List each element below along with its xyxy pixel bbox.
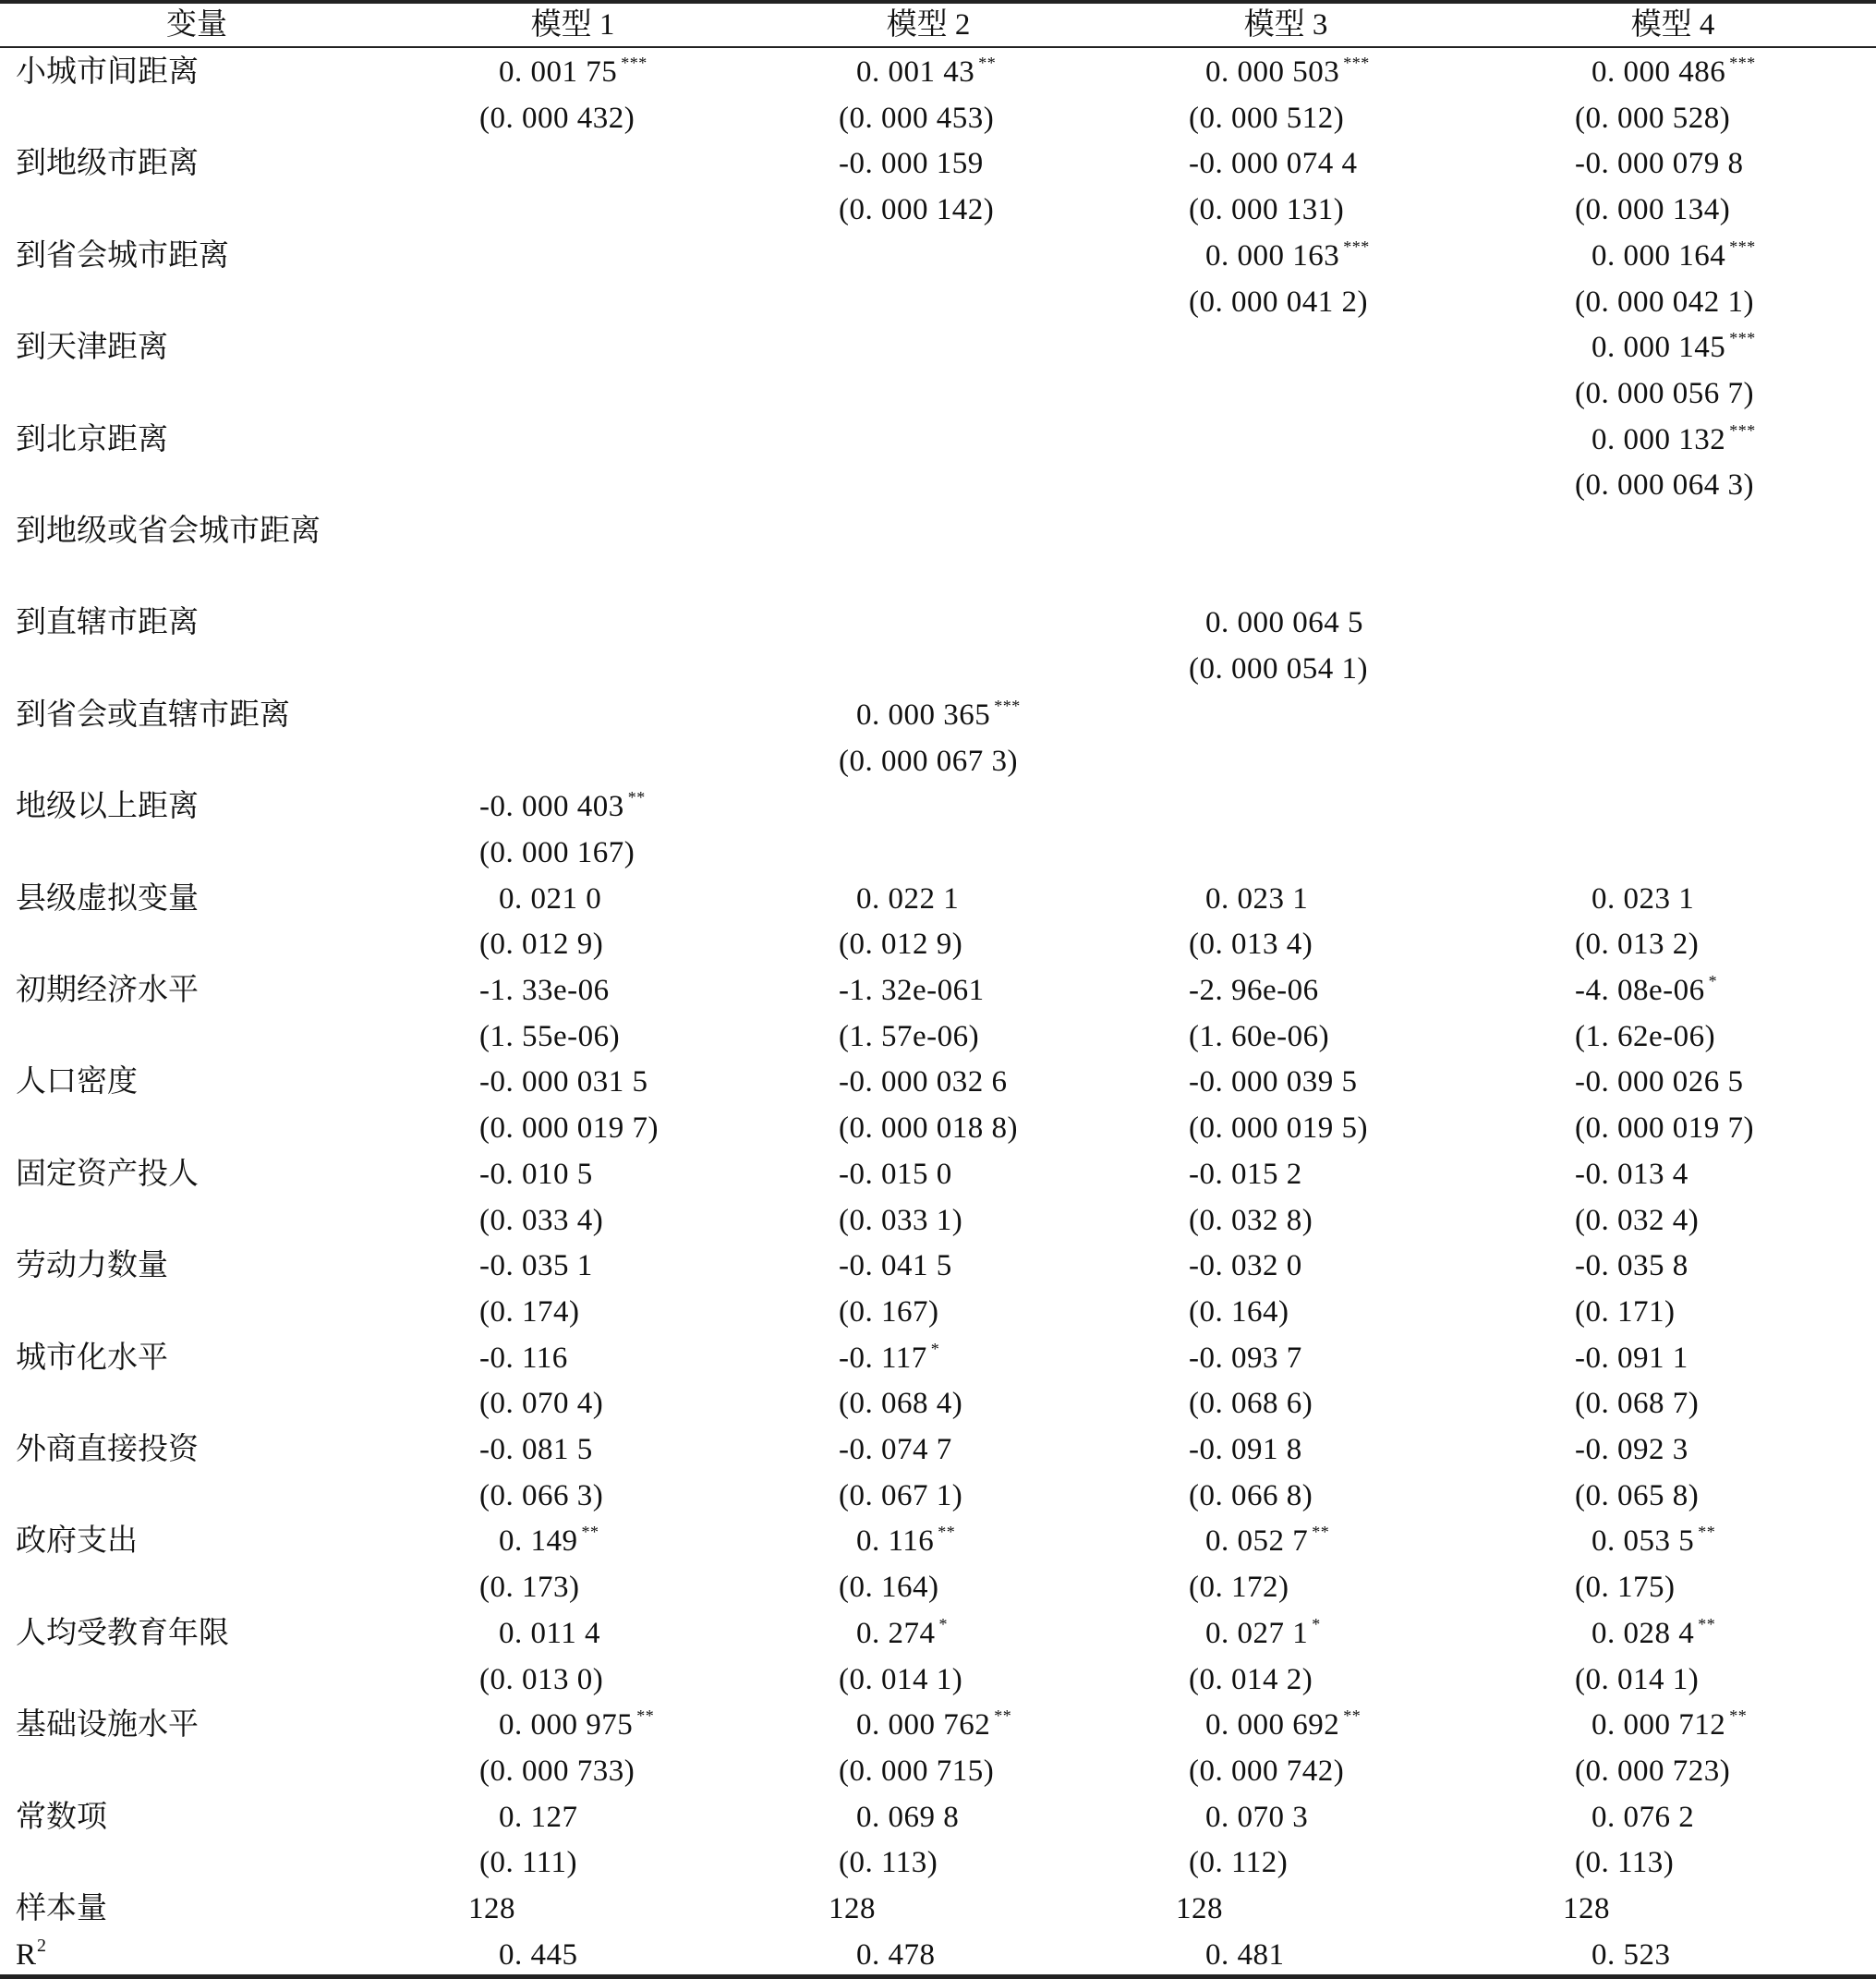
coefficient-value: 0. 028 4 [1592, 1616, 1695, 1650]
significance-stars: * [938, 1614, 948, 1633]
coefficient-model-2 [839, 967, 985, 1014]
coefficient-value: 0. 027 1 [1205, 1616, 1309, 1650]
table-row [0, 324, 1876, 370]
standard-error-model-4: (0. 000 723) [1575, 1754, 1731, 1788]
coefficient-model-2 [839, 1151, 952, 1197]
coefficient-value: 0. 000 712 [1592, 1708, 1726, 1742]
variable-label: 县级虚拟变量 [16, 881, 199, 916]
coefficient-model-4 [1592, 1610, 1715, 1657]
coefficient-value: 0. 069 8 [856, 1800, 960, 1834]
variable-label: 到北京距离 [16, 422, 168, 456]
table-row-standard-errors [0, 1839, 1876, 1886]
coefficient-model-3 [1205, 1610, 1321, 1657]
header-variable: 变量 [166, 8, 227, 42]
table-bottom-rule [0, 1974, 1876, 1979]
table-row-standard-errors [0, 830, 1876, 876]
coefficient-model-4 [1575, 1243, 1688, 1289]
table-row-standard-errors [0, 1657, 1876, 1703]
sample-size-row [0, 1886, 1876, 1932]
coefficient-model-1 [499, 1702, 654, 1748]
coefficient-model-1 [499, 876, 601, 922]
table-row [0, 1151, 1876, 1197]
coefficient-model-4 [1592, 1794, 1694, 1840]
significance-stars: ** [581, 1523, 599, 1542]
standard-error-model-2: (0. 000 715) [839, 1754, 995, 1788]
coefficient-model-1 [499, 1518, 599, 1564]
significance-stars: *** [994, 696, 1021, 715]
variable-label: 到天津距离 [16, 331, 168, 365]
coefficient-value: 0. 000 163 [1205, 238, 1340, 273]
table-row-standard-errors [0, 921, 1876, 967]
variable-label: 政府支出 [16, 1524, 138, 1559]
sample-size-model-3: 128 [1176, 1892, 1223, 1925]
coefficient-value: -0. 013 4 [1575, 1157, 1688, 1191]
coefficient-model-1 [479, 783, 646, 830]
coefficient-model-1 [479, 1151, 593, 1197]
standard-error-model-1: (0. 173) [479, 1571, 580, 1605]
coefficient-model-2 [856, 1702, 1011, 1748]
coefficient-model-1 [499, 49, 648, 95]
significance-stars: ** [994, 1706, 1012, 1726]
r-squared-model-3: 0. 481 [1205, 1937, 1285, 1972]
coefficient-model-3 [1205, 1702, 1361, 1748]
significance-stars: *** [1343, 54, 1370, 72]
variable-label: 到地级市距离 [16, 147, 199, 181]
coefficient-value: -0. 035 1 [479, 1249, 593, 1283]
table-row-standard-errors [0, 646, 1876, 692]
coefficient-value: 0. 000 486 [1592, 55, 1726, 89]
variable-label: 固定资产投人 [16, 1157, 199, 1191]
coefficient-model-4 [1592, 1518, 1715, 1564]
coefficient-value: -0. 000 039 5 [1189, 1065, 1358, 1099]
table-row [0, 1427, 1876, 1473]
significance-stars: ** [1698, 1614, 1716, 1633]
coefficient-model-2 [839, 1335, 939, 1381]
coefficient-model-1 [479, 1243, 593, 1289]
coefficient-value: -0. 000 032 6 [839, 1065, 1008, 1099]
significance-stars: *** [1729, 329, 1756, 348]
coefficient-model-3 [1189, 1151, 1302, 1197]
table-row-standard-errors [0, 187, 1876, 233]
coefficient-model-2 [856, 692, 1021, 738]
coefficient-model-3 [1189, 967, 1319, 1014]
standard-error-model-4: (0. 014 1) [1575, 1662, 1700, 1696]
standard-error-model-1: (0. 000 019 7) [479, 1111, 659, 1146]
table-row-standard-errors [0, 462, 1876, 508]
coefficient-value: 0. 000 365 [856, 698, 991, 732]
standard-error-model-4: (0. 000 528) [1575, 101, 1731, 135]
variable-label: 到省会城市距离 [16, 238, 229, 273]
coefficient-model-3 [1189, 1335, 1302, 1381]
significance-stars: ** [1729, 1706, 1748, 1726]
significance-stars: *** [1729, 54, 1756, 72]
coefficient-model-4 [1575, 1151, 1688, 1197]
coefficient-value: 0. 023 1 [1205, 881, 1309, 916]
standard-error-model-2: (0. 113) [839, 1846, 938, 1880]
standard-error-model-2: (0. 033 1) [839, 1203, 963, 1237]
significance-stars: *** [1729, 237, 1756, 256]
coefficient-value: -0. 091 8 [1189, 1433, 1302, 1466]
standard-error-model-4: (0. 171) [1575, 1294, 1676, 1329]
sample-size-model-1: 128 [468, 1892, 515, 1925]
table-row-standard-errors [0, 738, 1876, 784]
standard-error-model-1: (0. 070 4) [479, 1387, 604, 1421]
variable-label: 人均受教育年限 [16, 1616, 229, 1650]
coefficient-model-4 [1592, 1702, 1747, 1748]
table-row-standard-errors [0, 1105, 1876, 1151]
table-row [0, 1518, 1876, 1564]
header-model-4: 模型 4 [1630, 8, 1715, 42]
coefficient-model-3 [1205, 1794, 1308, 1840]
table-row-standard-errors [0, 95, 1876, 141]
coefficient-value: -1. 33e-06 [479, 974, 610, 1007]
table-row [0, 417, 1876, 463]
r-squared-exponent: 2 [37, 1935, 47, 1956]
table-row-standard-errors [0, 1289, 1876, 1335]
coefficient-value: 0. 001 75 [499, 55, 618, 89]
coefficient-model-4 [1575, 967, 1717, 1014]
table-row [0, 1059, 1876, 1105]
variable-label: 到省会或直辖市距离 [16, 698, 290, 732]
coefficient-model-4 [1592, 417, 1756, 463]
coefficient-value: 0. 149 [499, 1524, 578, 1559]
coefficient-value: 0. 052 7 [1205, 1524, 1309, 1559]
table-row-standard-errors [0, 370, 1876, 417]
standard-error-model-4: (0. 065 8) [1575, 1478, 1700, 1512]
standard-error-model-3: (0. 112) [1189, 1846, 1289, 1880]
variable-label: 人口密度 [16, 1065, 138, 1099]
coefficient-value: -0. 032 0 [1189, 1249, 1302, 1283]
coefficient-value: -0. 117 [839, 1341, 927, 1375]
coefficient-model-1 [479, 1335, 568, 1381]
sample-size-label: 样本量 [16, 1892, 107, 1925]
coefficient-value: -0. 092 3 [1575, 1433, 1688, 1466]
coefficient-value: -0. 035 8 [1575, 1249, 1688, 1283]
coefficient-value: -0. 041 5 [839, 1249, 952, 1283]
table-row-standard-errors [0, 1380, 1876, 1427]
coefficient-value: -0. 015 0 [839, 1157, 952, 1191]
coefficient-model-2 [839, 1427, 952, 1473]
coefficient-model-1 [479, 1427, 593, 1473]
coefficient-model-3 [1189, 140, 1358, 187]
coefficient-value: -0. 000 026 5 [1575, 1065, 1744, 1099]
standard-error-model-3: (0. 000 742) [1189, 1754, 1345, 1788]
table-row [0, 967, 1876, 1014]
coefficient-value: -0. 081 5 [479, 1433, 593, 1466]
r-squared-row [0, 1932, 1876, 1978]
coefficient-value: 0. 076 2 [1592, 1800, 1695, 1834]
coefficient-value: 0. 000 064 5 [1205, 606, 1363, 640]
table-row-standard-errors [0, 554, 1876, 601]
significance-stars: ** [978, 54, 997, 72]
standard-error-model-3: (0. 032 8) [1189, 1203, 1313, 1237]
table-row-standard-errors [0, 1748, 1876, 1794]
r-squared-model-4: 0. 523 [1592, 1937, 1671, 1972]
standard-error-model-3: (0. 164) [1189, 1294, 1289, 1329]
coefficient-model-3 [1189, 1243, 1302, 1289]
standard-error-model-3: (0. 000 131) [1189, 193, 1345, 227]
significance-stars: ** [938, 1523, 956, 1542]
standard-error-model-3: (0. 068 6) [1189, 1387, 1313, 1421]
coefficient-value: 0. 000 975 [499, 1708, 634, 1742]
table-row [0, 876, 1876, 922]
standard-error-model-3: (1. 60e-06) [1189, 1019, 1330, 1053]
significance-stars: * [930, 1339, 940, 1358]
r-squared-model-1: 0. 445 [499, 1937, 578, 1972]
variable-label: 城市化水平 [16, 1341, 168, 1375]
table-row [0, 1702, 1876, 1748]
significance-stars: * [1312, 1614, 1321, 1633]
standard-error-model-1: (0. 066 3) [479, 1478, 604, 1512]
coefficient-model-3 [1189, 1427, 1302, 1473]
significance-stars: *** [1729, 420, 1756, 440]
coefficient-value: -0. 074 7 [839, 1433, 952, 1466]
standard-error-model-3: (0. 000 054 1) [1189, 652, 1368, 686]
sample-size-model-4: 128 [1563, 1892, 1610, 1925]
coefficient-value: 0. 023 1 [1592, 881, 1695, 916]
standard-error-model-2: (0. 164) [839, 1571, 939, 1605]
standard-error-model-1: (0. 000 432) [479, 101, 635, 135]
coefficient-value: -1. 32e-061 [839, 974, 985, 1007]
standard-error-model-3: (0. 172) [1189, 1571, 1289, 1605]
significance-stars: * [1708, 972, 1718, 990]
standard-error-model-1: (0. 033 4) [479, 1203, 604, 1237]
significance-stars: ** [1312, 1523, 1330, 1542]
significance-stars: ** [636, 1706, 655, 1726]
coefficient-model-3 [1205, 1518, 1329, 1564]
variable-label: 常数项 [16, 1800, 107, 1834]
significance-stars: *** [1343, 237, 1370, 256]
standard-error-model-3: (0. 013 4) [1189, 928, 1313, 962]
coefficient-model-4 [1592, 876, 1694, 922]
coefficient-model-4 [1575, 1059, 1744, 1105]
standard-error-model-4: (0. 000 056 7) [1575, 376, 1754, 410]
coefficient-value: 0. 011 4 [499, 1616, 601, 1650]
r-squared-base: R [16, 1937, 37, 1972]
header-model-3: 模型 3 [1243, 8, 1328, 42]
table-top-rule [0, 0, 1876, 4]
coefficient-value: 0. 000 762 [856, 1708, 991, 1742]
variable-label: 劳动力数量 [16, 1249, 168, 1283]
standard-error-model-1: (0. 111) [479, 1846, 578, 1880]
coefficient-value: 0. 000 692 [1205, 1708, 1340, 1742]
standard-error-model-1: (0. 013 0) [479, 1662, 604, 1696]
header-model-1: 模型 1 [530, 8, 615, 42]
coefficient-value: -0. 116 [479, 1341, 568, 1375]
coefficient-value: -0. 091 1 [1575, 1341, 1688, 1375]
coefficient-value: 0. 274 [856, 1616, 936, 1650]
variable-label: 到直辖市距离 [16, 606, 199, 640]
table-row [0, 692, 1876, 738]
standard-error-model-2: (0. 000 018 8) [839, 1111, 1018, 1146]
standard-error-model-4: (1. 62e-06) [1575, 1019, 1716, 1053]
standard-error-model-1: (0. 174) [479, 1294, 580, 1329]
table-row [0, 233, 1876, 279]
coefficient-model-2 [856, 49, 996, 95]
coefficient-value: 0. 000 132 [1592, 422, 1726, 456]
standard-error-model-1: (1. 55e-06) [479, 1019, 621, 1053]
coefficient-value: 0. 000 145 [1592, 331, 1726, 365]
table-row [0, 508, 1876, 554]
standard-error-model-3: (0. 000 512) [1189, 101, 1345, 135]
variable-label: 地级以上距离 [16, 790, 199, 824]
coefficient-model-1 [499, 1794, 578, 1840]
coefficient-value: -0. 015 2 [1189, 1157, 1302, 1191]
standard-error-model-4: (0. 000 134) [1575, 193, 1731, 227]
variable-label: 到地级或省会城市距离 [16, 515, 321, 548]
coefficient-value: 0. 000 503 [1205, 55, 1340, 89]
coefficient-value: -0. 000 079 8 [1575, 147, 1744, 181]
significance-stars: ** [1698, 1523, 1716, 1542]
sample-size-model-2: 128 [829, 1892, 876, 1925]
coefficient-model-2 [856, 1518, 955, 1564]
coefficient-model-3 [1205, 876, 1308, 922]
coefficient-model-4 [1592, 324, 1756, 370]
standard-error-model-2: (0. 014 1) [839, 1662, 963, 1696]
coefficient-model-3 [1205, 49, 1370, 95]
coefficient-value: -2. 96e-06 [1189, 974, 1319, 1007]
coefficient-model-3 [1205, 233, 1370, 279]
coefficient-value: -0. 000 031 5 [479, 1065, 648, 1099]
coefficient-value: 0. 000 164 [1592, 238, 1726, 273]
coefficient-model-2 [856, 876, 959, 922]
standard-error-model-2: (0. 000 142) [839, 193, 995, 227]
table-row [0, 1335, 1876, 1381]
standard-error-model-1: (0. 000 733) [479, 1754, 635, 1788]
table-row-standard-errors [0, 1473, 1876, 1519]
coefficient-model-2 [856, 1794, 959, 1840]
coefficient-model-2 [839, 1243, 952, 1289]
coefficient-value: -4. 08e-06 [1575, 974, 1705, 1007]
coefficient-model-4 [1592, 49, 1756, 95]
standard-error-model-4: (0. 032 4) [1575, 1203, 1700, 1237]
coefficient-value: -0. 093 7 [1189, 1341, 1302, 1375]
standard-error-model-2: (0. 000 453) [839, 101, 995, 135]
table-row [0, 1243, 1876, 1289]
coefficient-value: -0. 000 159 [839, 147, 984, 181]
table-row [0, 49, 1876, 95]
standard-error-model-4: (0. 000 019 7) [1575, 1111, 1754, 1146]
coefficient-model-2 [839, 1059, 1008, 1105]
table-row [0, 600, 1876, 646]
coefficient-model-2 [856, 1610, 948, 1657]
significance-stars: *** [621, 54, 648, 72]
r-squared-model-2: 0. 478 [856, 1937, 936, 1972]
standard-error-model-2: (0. 067 1) [839, 1478, 963, 1512]
table-row [0, 783, 1876, 830]
table-row [0, 1794, 1876, 1840]
table-row [0, 140, 1876, 187]
coefficient-model-3 [1205, 600, 1363, 646]
r-squared-label [16, 1932, 46, 1978]
standard-error-model-2: (0. 167) [839, 1294, 939, 1329]
standard-error-model-2: (0. 012 9) [839, 928, 963, 962]
standard-error-model-2: (1. 57e-06) [839, 1019, 980, 1053]
standard-error-model-4: (0. 068 7) [1575, 1387, 1700, 1421]
coefficient-value: 0. 116 [856, 1524, 935, 1559]
standard-error-model-4: (0. 013 2) [1575, 928, 1700, 962]
table-row [0, 1610, 1876, 1657]
coefficient-model-4 [1575, 140, 1744, 187]
coefficient-value: -0. 000 074 4 [1189, 147, 1358, 181]
standard-error-model-4: (0. 000 042 1) [1575, 285, 1754, 319]
standard-error-model-4: (0. 113) [1575, 1846, 1675, 1880]
coefficient-value: 0. 021 0 [499, 881, 602, 916]
table-header-rule [0, 46, 1876, 48]
standard-error-model-3: (0. 014 2) [1189, 1662, 1313, 1696]
table-row-standard-errors [0, 1564, 1876, 1610]
coefficient-model-1 [479, 1059, 648, 1105]
coefficient-value: 0. 070 3 [1205, 1800, 1309, 1834]
standard-error-model-3: (0. 000 041 2) [1189, 285, 1368, 319]
standard-error-model-1: (0. 012 9) [479, 928, 604, 962]
standard-error-model-4: (0. 000 064 3) [1575, 468, 1754, 503]
coefficient-value: 0. 127 [499, 1800, 578, 1834]
coefficient-value: 0. 022 1 [856, 881, 960, 916]
variable-label: 外商直接投资 [16, 1433, 199, 1466]
coefficient-model-4 [1575, 1427, 1688, 1473]
header-model-2: 模型 2 [886, 8, 971, 42]
coefficient-value: -0. 010 5 [479, 1157, 593, 1191]
variable-label: 初期经济水平 [16, 974, 199, 1007]
coefficient-model-1 [499, 1610, 600, 1657]
coefficient-value: 0. 053 5 [1592, 1524, 1695, 1559]
table-row-standard-errors [0, 1197, 1876, 1244]
coefficient-value: 0. 001 43 [856, 55, 975, 89]
standard-error-model-3: (0. 000 019 5) [1189, 1111, 1368, 1146]
standard-error-model-2: (0. 000 067 3) [839, 744, 1018, 778]
standard-error-model-1: (0. 000 167) [479, 835, 635, 869]
coefficient-model-3 [1189, 1059, 1358, 1105]
coefficient-model-1 [479, 967, 610, 1014]
variable-label: 基础设施水平 [16, 1708, 199, 1742]
standard-error-model-3: (0. 066 8) [1189, 1478, 1313, 1512]
table-row-standard-errors [0, 1014, 1876, 1060]
significance-stars: ** [1343, 1706, 1362, 1726]
variable-label: 小城市间距离 [16, 55, 199, 89]
table-row-standard-errors [0, 279, 1876, 325]
standard-error-model-2: (0. 068 4) [839, 1387, 963, 1421]
coefficient-model-2 [839, 140, 984, 187]
coefficient-model-4 [1575, 1335, 1688, 1381]
standard-error-model-4: (0. 175) [1575, 1571, 1676, 1605]
coefficient-value: -0. 000 403 [479, 790, 624, 824]
coefficient-model-4 [1592, 233, 1756, 279]
significance-stars: ** [627, 788, 646, 807]
